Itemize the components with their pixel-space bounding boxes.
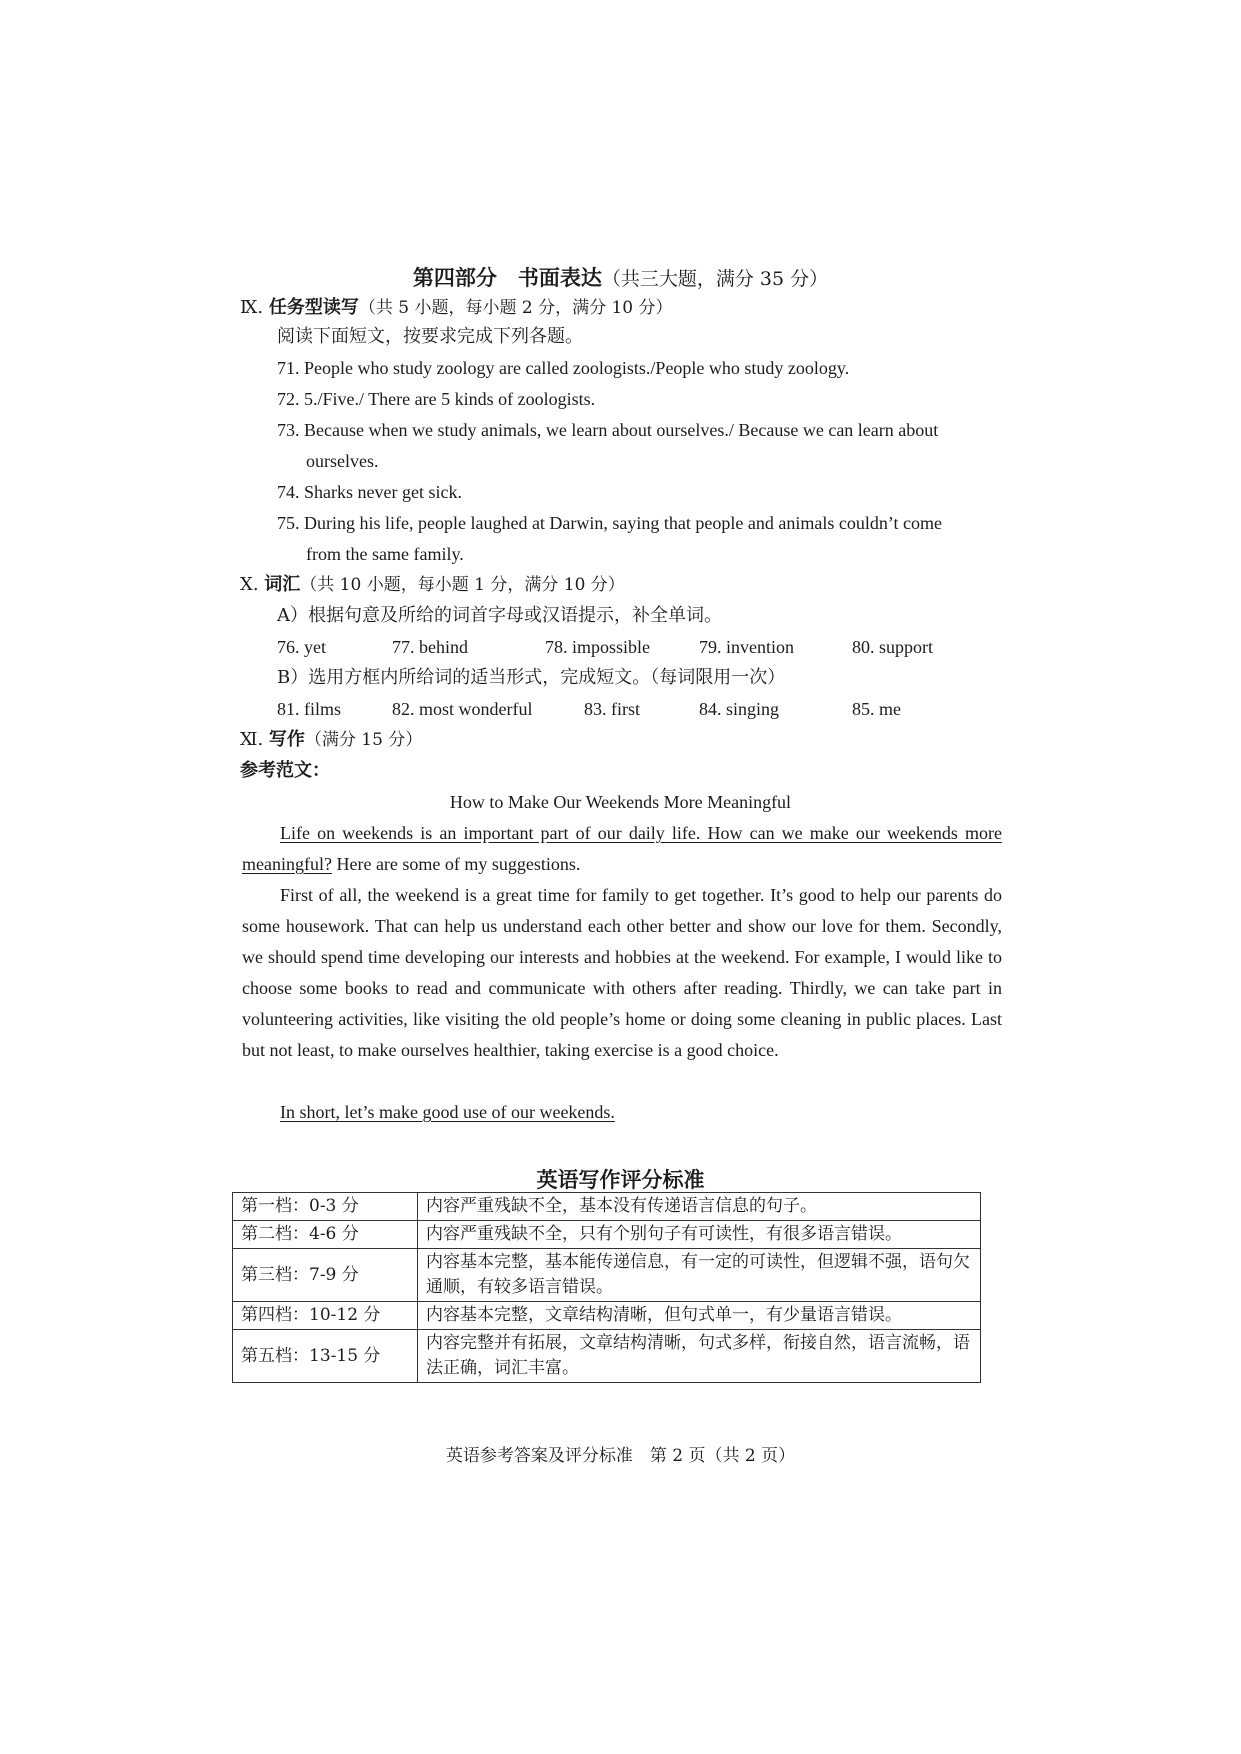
essay-p1-underlined: Life on weekends is an important part of our daily life. How can we make our weekends more meaningful? bbox=[242, 823, 1002, 874]
section-10-note: （共 10 小题，每小题 1 分，满分 10 分） bbox=[300, 575, 625, 595]
answer-73: 73. Because when we study animals, we learn about ourselves./ Because we can learn about bbox=[277, 420, 939, 440]
rubric-level: 第五档：13-15 分 bbox=[233, 1330, 418, 1383]
table-row bbox=[233, 1302, 981, 1330]
section-10-heading bbox=[240, 573, 625, 597]
answer-80: 80. support bbox=[852, 637, 933, 657]
section-11-name: 写作 bbox=[268, 729, 305, 750]
part-title bbox=[0, 266, 1241, 291]
section-10-a-instruction: A）根据句意及所给的词首字母或汉语提示，补全单词。 bbox=[277, 605, 722, 626]
rubric-desc: 内容严重残缺不全，只有个别句子有可读性，有很多语言错误。 bbox=[418, 1221, 981, 1249]
answer-84: 84. singing bbox=[699, 699, 780, 719]
answer-85: 85. me bbox=[852, 699, 901, 719]
page-footer: 英语参考答案及评分标准 第 2 页（共 2 页） bbox=[445, 1446, 796, 1466]
table-row bbox=[233, 1249, 981, 1302]
essay-paragraph-2: First of all, the weekend is a great time for family to get together. It’s good to help our parents do some housework. That can help us understand each other better and show our love for them. Secondly, we should spend time developing our interests and hobbies at the weekend. For example, I would like to choose some books to read and communicate with others after reading. Thirdly, we can take part in volunteering activities, like visiting the old people’s home or doing some cleaning in public places. Last but not least, to make ourselves healthier, taking exercise is a good choice. bbox=[242, 885, 1002, 1060]
answer-83: 83. first bbox=[584, 699, 640, 719]
answer-76: 76. yet bbox=[277, 637, 326, 657]
section-11-numeral: Ⅺ. bbox=[240, 729, 264, 750]
rubric-title: 英语写作评分标准 bbox=[536, 1167, 705, 1192]
section-9-name: 任务型读写 bbox=[268, 297, 359, 318]
answer-81: 81. films bbox=[277, 699, 342, 719]
answer-75-cont: from the same family. bbox=[306, 544, 464, 564]
rubric-level: 第二档：4-6 分 bbox=[233, 1221, 418, 1249]
answer-77: 77. behind bbox=[392, 637, 468, 657]
section-9-note: （共 5 小题，每小题 2 分，满分 10 分） bbox=[358, 298, 673, 318]
table-row bbox=[233, 1330, 981, 1383]
answer-75: 75. During his life, people laughed at Darwin, saying that people and animals couldn’t come bbox=[277, 513, 942, 533]
answer-74: 74. Sharks never get sick. bbox=[277, 482, 462, 502]
table-row bbox=[233, 1193, 981, 1221]
essay-paragraph-3 bbox=[242, 1097, 1002, 1128]
rubric-desc: 内容严重残缺不全，基本没有传递语言信息的句子。 bbox=[418, 1193, 981, 1221]
essay-p1-rest: Here are some of my suggestions. bbox=[331, 854, 581, 874]
section-11-note: （满分 15 分） bbox=[304, 730, 423, 750]
section-10-numeral: Ⅹ. bbox=[240, 574, 259, 595]
rubric-desc: 内容基本完整，文章结构清晰，但句式单一，有少量语言错误。 bbox=[418, 1302, 981, 1330]
answer-78: 78. impossible bbox=[545, 637, 651, 657]
rubric-desc: 内容基本完整，基本能传递信息，有一定的可读性，但逻辑不强，语句欠通顺，有较多语言错误。 bbox=[418, 1249, 981, 1302]
rubric-desc: 内容完整并有拓展，文章结构清晰，句式多样，衔接自然，语言流畅，语法正确，词汇丰富。 bbox=[418, 1330, 981, 1383]
rubric-level: 第四档：10-12 分 bbox=[233, 1302, 418, 1330]
rubric-level: 第一档：0-3 分 bbox=[233, 1193, 418, 1221]
section-9-numeral: Ⅸ. bbox=[240, 297, 264, 318]
part-title-main: 第四部分 书面表达 bbox=[412, 265, 602, 290]
essay-title: How to Make Our Weekends More Meaningful bbox=[449, 792, 792, 812]
essay-paragraph-1 bbox=[242, 818, 1002, 880]
sample-essay-label: 参考范文： bbox=[240, 760, 330, 781]
answer-73-cont: ourselves. bbox=[306, 451, 379, 471]
section-11-heading bbox=[240, 728, 422, 752]
answer-79: 79. invention bbox=[699, 637, 794, 657]
table-row bbox=[233, 1221, 981, 1249]
essay-p3-underlined: In short, let’s make good use of our weekends. bbox=[280, 1102, 615, 1122]
answer-71: 71. People who study zoology are called zoologists./People who study zoology. bbox=[277, 358, 850, 378]
section-9-heading bbox=[240, 296, 673, 320]
section-10-name: 词汇 bbox=[264, 574, 301, 595]
part-title-note: （共三大题，满分 35 分） bbox=[601, 268, 829, 290]
section-9-instruction: 阅读下面短文，按要求完成下列各题。 bbox=[277, 326, 583, 347]
rubric-table bbox=[232, 1192, 981, 1383]
section-10-b-instruction: B）选用方框内所给词的适当形式，完成短文。（每词限用一次） bbox=[277, 667, 786, 688]
rubric-level: 第三档：7-9 分 bbox=[233, 1249, 418, 1302]
answer-82: 82. most wonderful bbox=[392, 699, 533, 719]
answer-72: 72. 5./Five./ There are 5 kinds of zoologists. bbox=[277, 389, 596, 409]
